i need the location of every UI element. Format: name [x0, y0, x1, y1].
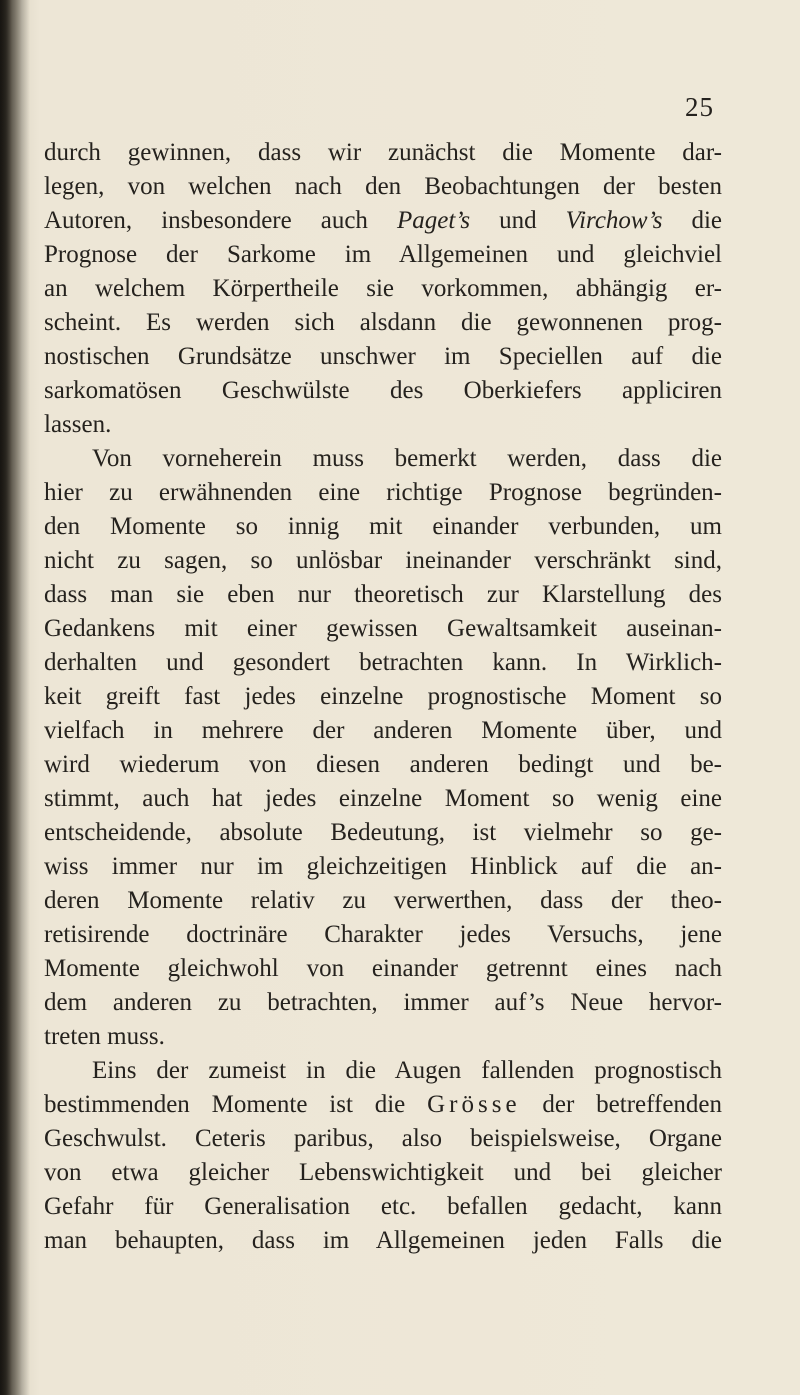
text-line: Gedankens mit einer gewissen Gewaltsamkeit auseinan-: [44, 615, 722, 642]
text-line: Eins der zumeist in die Augen fallenden prognostisch: [92, 1057, 722, 1084]
text-line: derhalten und gesondert betrachten kann. In Wirklich-: [44, 649, 722, 676]
text-line: dem anderen zu betrachten, immer auf’s Neue hervor-: [44, 989, 722, 1016]
text-line: keit greift fast jedes einzelne prognostische Moment so: [44, 683, 722, 710]
author-name: Paget’s: [396, 207, 471, 234]
text-line: nicht zu sagen, so unlösbar ineinander verschränkt sind,: [44, 547, 722, 574]
text-line: an welchem Körpertheile sie vorkommen, abhängig er-: [44, 275, 722, 302]
text-line: von etwa gleicher Lebenswichtigkeit und bei gleicher: [44, 1159, 722, 1186]
gutter-shadow: [0, 0, 30, 1395]
text-line: retisirende doctrinäre Charakter jedes Versuchs, jene: [44, 921, 722, 948]
text-line: den Momente so innig mit einander verbunden, um: [44, 513, 722, 540]
text-line: Geschwulst. Ceteris paribus, also beispielsweise, Organe: [44, 1125, 722, 1152]
text-line: Momente gleichwohl von einander getrennt eines nach: [44, 955, 722, 982]
text-line-with-emphasis: [44, 1088, 722, 1122]
text-line: wiss immer nur im gleichzeitigen Hinblick auf die an-: [44, 853, 722, 880]
text-line: man behaupten, dass im Allgemeinen jeden Falls die: [44, 1227, 722, 1254]
page-number: 25: [685, 92, 714, 122]
text-line: dass man sie eben nur theoretisch zur Klarstellung des: [44, 581, 722, 608]
body-text: [44, 136, 722, 1258]
text-line: Gefahr für Generalisation etc. befallen gedacht, kann: [44, 1193, 722, 1220]
spaced-emphasis-word: Grösse: [427, 1091, 521, 1118]
text-line: vielfach in mehrere der anderen Momente über, und: [44, 717, 722, 744]
text-line: Prognose der Sarkome im Allgemeinen und gleichviel: [44, 241, 722, 268]
text-segment: bestimmenden Momente ist die: [44, 1091, 428, 1118]
text-line: treten muss.: [44, 1023, 165, 1050]
text-line: deren Momente relativ zu verwerthen, dass der theo-: [44, 887, 722, 914]
text-line: Von vorneherein muss bemerkt werden, dass die: [92, 445, 722, 472]
text-segment: der betreffenden: [520, 1091, 723, 1118]
text-line: nostischen Grundsätze unschwer im Speciellen auf die: [44, 343, 722, 370]
text-line: lassen.: [44, 411, 112, 438]
author-name: Virchow’s: [565, 207, 663, 234]
text-line: sarkomatösen Geschwülste des Oberkiefers appliciren: [44, 377, 722, 404]
text-line: legen, von welchen nach den Beobachtungen der besten: [44, 173, 722, 200]
text-line: Autoren, insbesondere auch Paget’s und Virchow’s die: [44, 207, 722, 234]
text-line: durch gewinnen, dass wir zunächst die Momente dar-: [44, 139, 722, 166]
text-line: scheint. Es werden sich alsdann die gewonnenen prog-: [44, 309, 722, 336]
text-line: hier zu erwähnenden eine richtige Prognose begründen-: [44, 479, 722, 506]
text-line: stimmt, auch hat jedes einzelne Moment so wenig eine: [44, 785, 722, 812]
text-line: wird wiederum von diesen anderen bedingt und be-: [44, 751, 722, 778]
text-line: entscheidende, absolute Bedeutung, ist vielmehr so ge-: [44, 819, 722, 846]
